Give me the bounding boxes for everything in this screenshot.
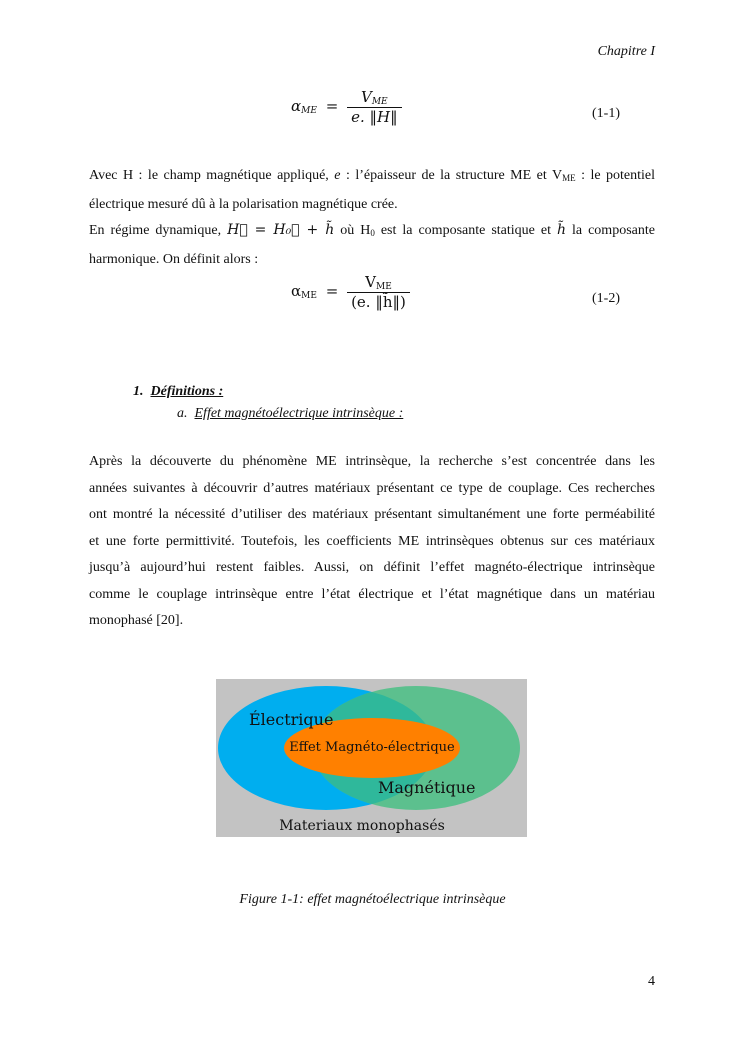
eq1-numerator-v: V bbox=[361, 88, 372, 106]
eq1-numerator bbox=[357, 88, 392, 107]
p2-h-tilde: h̃ bbox=[556, 222, 566, 238]
eq1-denominator: e. ‖H‖ bbox=[351, 108, 398, 126]
venn-diagram-figure bbox=[216, 679, 527, 837]
subsection-title: Effet magnétoélectrique intrinsèque : bbox=[194, 406, 404, 421]
paragraph-1-line-1 bbox=[89, 163, 655, 192]
figure-caption: Figure 1-1: effet magnétoélectrique intrinsèque bbox=[239, 892, 506, 907]
p1-text-c: : le potentiel bbox=[575, 168, 656, 183]
paragraph-3-line: et une forte permittivité. Toutefois, les coefficients ME intrinsèques obtenus sur ces matériaux bbox=[89, 533, 655, 549]
paragraph-3-line: jusqu’à aujourd’hui restent faibles. Aussi, on définit l’effet magnéto-électrique intrinsèque bbox=[89, 560, 655, 575]
section-heading bbox=[133, 384, 223, 400]
paragraph-2-line-1 bbox=[89, 217, 655, 247]
equation-2 bbox=[291, 273, 410, 311]
materials-label: Materiaux monophasés bbox=[279, 818, 445, 834]
equation-2-number: (1-2) bbox=[592, 291, 620, 306]
section-number: 1. bbox=[133, 384, 144, 399]
p1-text-b: : l’épaisseur de la structure ME et V bbox=[340, 168, 563, 183]
paragraph-1 bbox=[89, 163, 655, 218]
subsection-letter: a. bbox=[177, 406, 188, 421]
paragraph-2 bbox=[89, 217, 655, 273]
equation-1-number: (1-1) bbox=[592, 106, 620, 121]
eq1-lhs-sub: ME bbox=[301, 106, 317, 116]
eq2-numerator-sub: ME bbox=[375, 282, 392, 292]
eq1-numerator-sub: ME bbox=[371, 97, 388, 107]
paragraph-3-line: années suivantes à découvrir d’autres matériaux présentant ce type de couplage. Ces recherches bbox=[89, 480, 655, 496]
eq2-lhs: α bbox=[291, 282, 302, 300]
p2-text-b: où H bbox=[334, 223, 371, 238]
eq1-lhs: α bbox=[291, 97, 302, 115]
p2-sub: 0 bbox=[370, 228, 375, 238]
eq2-numerator bbox=[361, 273, 396, 292]
paragraph-1-line-2: électrique mesuré dû à la polarisation magnétique crée. bbox=[89, 196, 398, 212]
eq2-lhs-sub: ME bbox=[301, 291, 317, 301]
page-number: 4 bbox=[648, 974, 655, 989]
me-label: Effet Magnéto-électrique bbox=[289, 740, 455, 755]
eq2-denominator: (e. ‖h̃‖) bbox=[351, 293, 406, 311]
electric-label: Électrique bbox=[249, 710, 334, 729]
eq2-fraction bbox=[347, 273, 410, 311]
p2-vector-equation: H⃗ = H₀⃗ + h̃ bbox=[227, 222, 335, 238]
paragraph-3 bbox=[89, 449, 655, 635]
subsection-heading bbox=[177, 406, 403, 422]
section-title: Définitions : bbox=[150, 384, 224, 399]
paragraph-3-line: comme le couplage intrinsèque entre l’état électrique et l’état magnétique dans un matériau bbox=[89, 586, 655, 602]
p1-text-a: Avec H : le champ magnétique appliqué, bbox=[89, 168, 335, 183]
chapter-header: Chapitre I bbox=[597, 44, 655, 59]
paragraph-3-line: ont montré la nécessité d’utiliser des matériaux présentant simultanément une forte perméabilité bbox=[89, 507, 655, 522]
eq2-equals: = bbox=[325, 282, 339, 300]
paragraph-3-last-line: monophasé [20]. bbox=[89, 613, 184, 628]
paragraph-3-line: Après la découverte du phénomène ME intrinsèque, la recherche s’est concentrée dans les bbox=[89, 454, 655, 469]
eq2-numerator-v: V bbox=[365, 273, 376, 291]
equation-1 bbox=[291, 88, 402, 126]
eq1-equals: = bbox=[325, 97, 339, 115]
magnetic-label: Magnétique bbox=[378, 778, 476, 797]
paragraph-2-line-2: harmonique. On définit alors : bbox=[89, 251, 259, 267]
p1-sub: ME bbox=[562, 173, 576, 183]
p1-e: e bbox=[334, 168, 341, 183]
p2-text-a: En régime dynamique, bbox=[89, 223, 228, 238]
p2-text-c: est la composante statique et bbox=[374, 223, 557, 238]
eq1-fraction bbox=[347, 88, 402, 126]
p2-text-d: la composante bbox=[566, 223, 655, 238]
